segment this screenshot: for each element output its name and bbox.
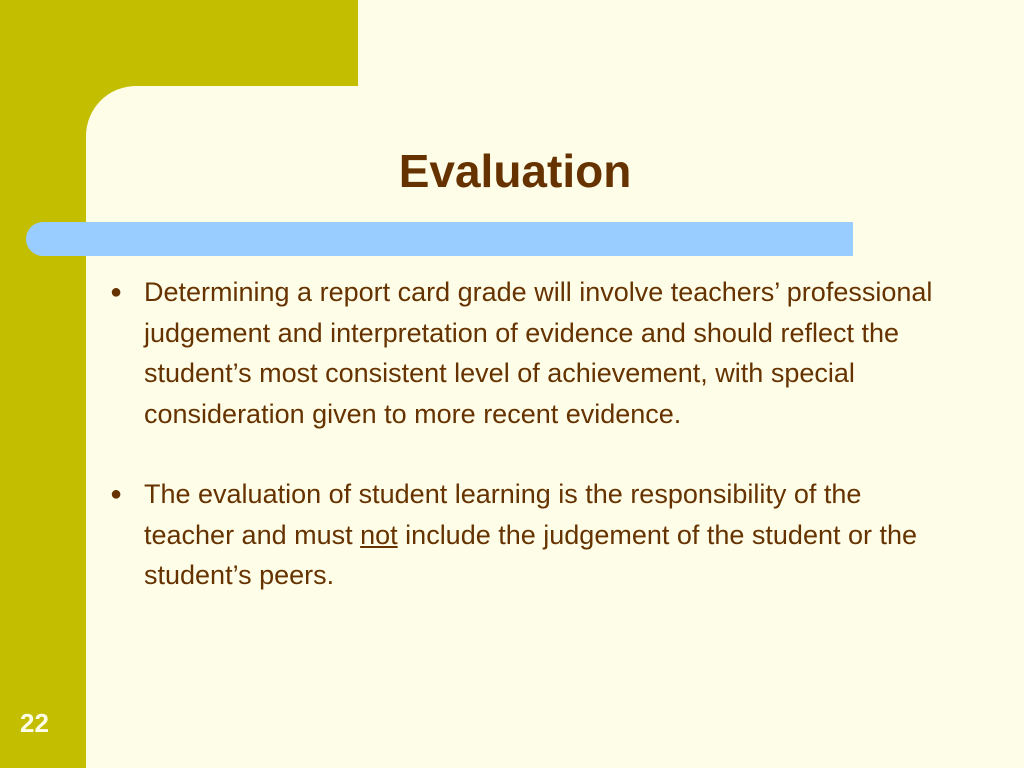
title-underline-bar: [26, 222, 853, 256]
left-decor-band: [0, 0, 86, 768]
slide-title: Evaluation: [398, 145, 632, 197]
bullet-dot-icon: ●: [110, 483, 123, 505]
bullet-list: [104, 272, 954, 636]
bullet-dot-icon: ●: [110, 281, 123, 303]
top-decor-band: [0, 0, 358, 86]
bullet-text: Determining a report card grade will involve teachers’ professional judgement and interpretation of evidence and should reflect the student’s most consistent level of achievement, with special consideration given to more recent evidence.: [144, 277, 933, 429]
bullet-text-after: include the judgement of the student or the student’s peers.: [144, 519, 918, 590]
bullet-text-before: The evaluation of student learning is the responsibility of the teacher and must: [144, 479, 862, 550]
page-number: 22: [20, 708, 49, 738]
bullet-text-emphasis: not: [360, 519, 398, 550]
bullet-item: [104, 474, 954, 596]
bullet-item: [104, 272, 954, 434]
